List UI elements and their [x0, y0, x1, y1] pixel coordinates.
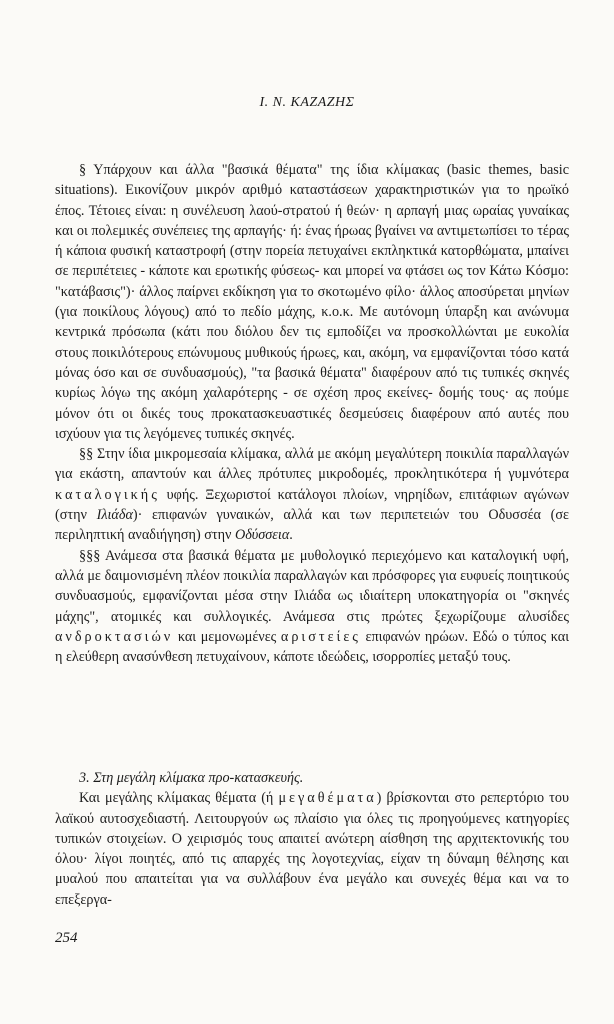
paragraph-text: )· επιφανών γυναικών, αλλά και των περιπετειών του Οδυσσέα (σε περιληπτική αναδιήγηση) στην [55, 507, 569, 544]
spaced-term: ανδροκτασιών [55, 628, 174, 645]
paragraph-text: υφής. Ξεχωριστοί κατάλογοι πλοίων, νηρηίδων, επιτάφιων αγώνων (στην [55, 486, 569, 524]
paragraph-mega-themes [55, 788, 569, 910]
running-header: Ι. Ν. ΚΑΖΑΖΗΣ [259, 95, 355, 110]
spaced-term: καταλογικής [55, 486, 160, 503]
paragraph-text: επιφανών ηρώων. Εδώ ο τύπος και η ελεύθερη ανασύνθεση πετυχαίνουν, κάποτε ιδεώδεις, ισορροπίες μεταξύ τους. [55, 628, 570, 666]
paragraph-text: . [289, 527, 293, 544]
paragraph-basic-themes [55, 160, 569, 444]
italic-title: Ιλιάδα [96, 507, 133, 524]
section-heading: 3. Στη μεγάλη κλίμακα προ-κατασκευής. [79, 770, 304, 786]
paragraph-catalogues [55, 444, 569, 545]
body-text-upper [55, 160, 569, 667]
paragraph-text: ) βρίσκονται στο ρεπερτόριο του λαϊκού αυτοσχεδιαστή. Λειτουργούν ως πλαίσιο για όλες τις προηγούμενες κατηγορίες τυπικών στοιχείων. Ο χειρισμός τους απαιτεί ανώτερη αίσθηση της αρχιτεκτονικής του όλου· λίγοι ποιητές, από τις απαρχές της λογοτεχνίας, είχαν τη δύναμη θέλησης και μυαλού που απαιτείται για να συλλάβουν ένα μεγάλο και συνεχές θέμα και να το επεξεργα- [55, 790, 570, 908]
paragraph-battle-scenes [55, 546, 569, 668]
paragraph-text: και μεμονωμένες [177, 628, 277, 645]
spaced-term: μεγαθέματα [278, 790, 377, 807]
paragraph-text: §§§ Ανάμεσα στα βασικά θέματα με μυθολογικό περιεχόμενο και καταλογική υφή, αλλά με δαιμονισμένη πλέον ποικιλία παραλλαγών και πρόσφορες για ευφυείς ποιητικούς συνδυασμούς, εμφανίζονται μέσα στην Ιλιάδα ως ιδιαίτερη υποκατηγορία οι "σκηνές μάχης", ατομικές και συλλογικές. Ανάμεσα στις πρώτες ξεχωρίζουμε αλυσίδες [55, 547, 569, 625]
paragraph-text: §§ Στην ίδια μικρομεσαία κλίμακα, αλλά με ακόμη μεγαλύτερη ποικιλία παραλλαγών για εκάστη, απαντούν και άλλες πρότυπες μικροδομές, προκλητικότερα ή γυμνότερα [55, 446, 569, 483]
paragraph-text: § Υπάρχουν και άλλα "βασικά θέματα" της ίδια κλίμακας (basic themes, basic situations). Εικονίζουν μικρόν αριθμό καταστάσεων χαρακτηριστικών για το ηρωϊκό έπος. Τέτοιες είναι: η συνέλευση λαού-στρατού ή θεών· η αρπαγή μιας ωραίας γυναίκας και οι πολεμικές συνέπειες της αρπαγής· ή: ένας ήρωας βγαίνει να αντιμετωπίσει το τέρας ή κάποια φυσική καταστροφή (στην πορεία πετυχαίνει εκπληκτικά κατορθώματα, μπαίνει σε περιπέτειες - κάποτε και ερωτικής φύσεως- και μπορεί να φτάσει ως τον Κάτω Κόσμο: "κατάβασις")· άλλος παίρνει εκδίκηση για το σκοτωμένο φίλο· άλλος αποσύρεται μηνίων (για ποικίλους λόγους) από το πεδίο μάχης, κ.ο.κ. Με αυτόνομη ύπαρξη και ανώνυμα κεντρικά πρόσωπα (κάτι που διόλου δεν τις εμποδίζει να προσκολλώνται με ευκολία στους ποικιλότερους επώνυμους μυθικούς ήρωες, και, ακόμη, να εμφανίζονται τόσο κατά μόνας όσο και σε συνδυασμούς), "τα βασικά θέματα" διαφέρουν από τις τυπικές σκηνές κυρίως λόγω της ακόμη χαλαρότερης - σε σχέση προς εκείνες- δομής τους· ας πούμε μόνον ότι οι δικές τους προκατασκευαστικές δεσμεύσεις διαφέρουν από αυτές που ισχύουν για τις λεγόμενες τυπικές σκηνές. [55, 162, 569, 442]
page-number: 254 [55, 930, 78, 946]
body-text-section-3 [55, 768, 569, 910]
spaced-term: αριστείες [280, 628, 361, 645]
paragraph-text: Και μεγάλης κλίμακας θέματα (ή [79, 790, 274, 807]
italic-title: Οδύσσεια [234, 527, 290, 544]
